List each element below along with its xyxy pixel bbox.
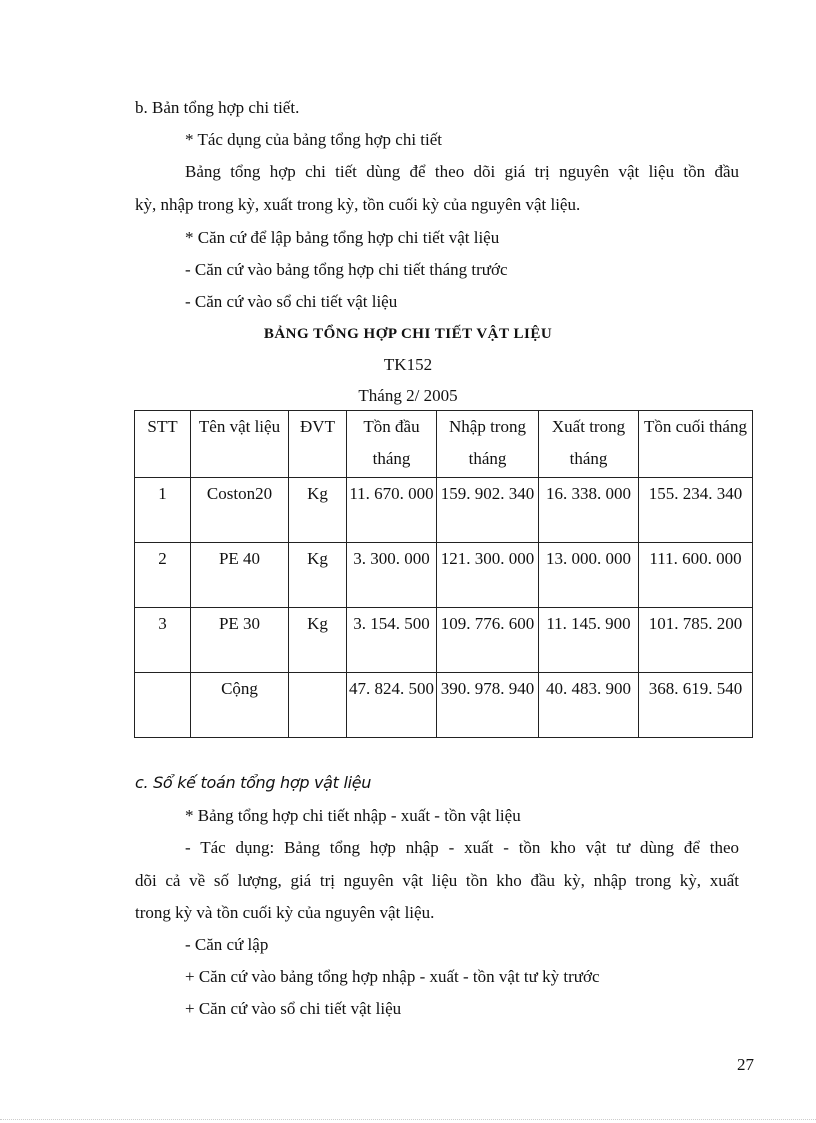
cell-imports: 159. 902. 340 <box>437 478 539 543</box>
table-row <box>135 478 753 543</box>
header-material-name: Tên vật liệu <box>191 411 289 478</box>
cell-imports: 109. 776. 600 <box>437 608 539 673</box>
table-period: Tháng 2/ 2005 <box>358 386 458 405</box>
cell-exports: 40. 483. 900 <box>539 673 639 738</box>
cell-material: PE 30 <box>191 608 289 673</box>
cell-material: PE 40 <box>191 543 289 608</box>
cell-unit: Kg <box>289 608 347 673</box>
header-imports: Nhập trong tháng <box>437 411 539 478</box>
page-number: 27 <box>737 1055 754 1074</box>
cell-exports: 16. 338. 000 <box>539 478 639 543</box>
section-b-basis-item1: - Căn cứ vào bảng tổng hợp chi tiết tháng trước <box>185 260 508 279</box>
header-exports: Xuất trong tháng <box>539 411 639 478</box>
table-header-row <box>135 411 753 478</box>
cell-closing: 155. 234. 340 <box>639 478 753 543</box>
header-stt: STT <box>135 411 191 478</box>
cell-total-label: Cộng <box>191 673 289 738</box>
section-b-purpose-line1: Bảng tổng hợp chi tiết dùng để theo dõi giá trị nguyên vật liệu tồn đầu <box>185 162 739 181</box>
table-account: TK152 <box>383 355 433 374</box>
header-closing: Tồn cuối tháng <box>639 411 753 478</box>
cell-closing: 111. 600. 000 <box>639 543 753 608</box>
section-b-purpose-heading: * Tác dụng của bảng tổng hợp chi tiết <box>185 130 443 149</box>
section-c-basis-item2: + Căn cứ vào sổ chi tiết vật liệu <box>185 999 402 1018</box>
section-c-purpose-line3: trong kỳ và tồn cuối kỳ của nguyên vật liệu. <box>135 903 435 922</box>
cell-exports: 13. 000. 000 <box>539 543 639 608</box>
header-unit: ĐVT <box>289 411 347 478</box>
section-b-basis-heading: * Căn cứ để lập bảng tổng hợp chi tiết vật liệu <box>185 228 500 247</box>
section-c-purpose-line1: - Tác dụng: Bảng tổng hợp nhập - xuất - tồn kho vật tư dùng để theo <box>185 838 739 857</box>
table-title: BẢNG TỔNG HỢP CHI TIẾT VẬT LIỆU <box>263 326 553 342</box>
section-c-heading: c. Sổ kế toán tổng hợp vật liệu <box>135 773 372 792</box>
header-opening: Tồn đầu tháng <box>347 411 437 478</box>
cell-opening: 47. 824. 500 <box>347 673 437 738</box>
cell-unit: Kg <box>289 478 347 543</box>
section-c-purpose-line2: dõi cả về số lượng, giá trị nguyên vật liệu tồn kho đầu kỳ, nhập trong kỳ, xuất <box>135 871 739 890</box>
table-row <box>135 543 753 608</box>
section-c-sub-heading: * Bảng tổng hợp chi tiết nhập - xuất - tồn vật liệu <box>185 806 521 825</box>
section-b-heading: b. Bản tổng hợp chi tiết. <box>135 98 300 117</box>
cell-unit: Kg <box>289 543 347 608</box>
cell-opening: 3. 154. 500 <box>347 608 437 673</box>
cell-material: Coston20 <box>191 478 289 543</box>
section-b-basis-item2: - Căn cứ vào sổ chi tiết vật liệu <box>185 292 398 311</box>
cell-imports: 390. 978. 940 <box>437 673 539 738</box>
cell-opening: 11. 670. 000 <box>347 478 437 543</box>
table-total-row <box>135 673 753 738</box>
page-bottom-divider <box>0 1119 816 1120</box>
cell-stt: 3 <box>135 608 191 673</box>
cell-unit <box>289 673 347 738</box>
table-row <box>135 608 753 673</box>
cell-exports: 11. 145. 900 <box>539 608 639 673</box>
cell-closing: 101. 785. 200 <box>639 608 753 673</box>
cell-closing: 368. 619. 540 <box>639 673 753 738</box>
cell-stt: 1 <box>135 478 191 543</box>
section-c-basis-item1: + Căn cứ vào bảng tổng hợp nhập - xuất - tồn vật tư kỳ trước <box>185 967 600 986</box>
cell-opening: 3. 300. 000 <box>347 543 437 608</box>
cell-imports: 121. 300. 000 <box>437 543 539 608</box>
summary-table <box>134 410 753 738</box>
cell-stt: 2 <box>135 543 191 608</box>
section-c-basis-heading: - Căn cứ lập <box>185 935 269 954</box>
cell-stt <box>135 673 191 738</box>
section-b-purpose-line2: kỳ, nhập trong kỳ, xuất trong kỳ, tồn cuối kỳ của nguyên vật liệu. <box>135 195 581 214</box>
